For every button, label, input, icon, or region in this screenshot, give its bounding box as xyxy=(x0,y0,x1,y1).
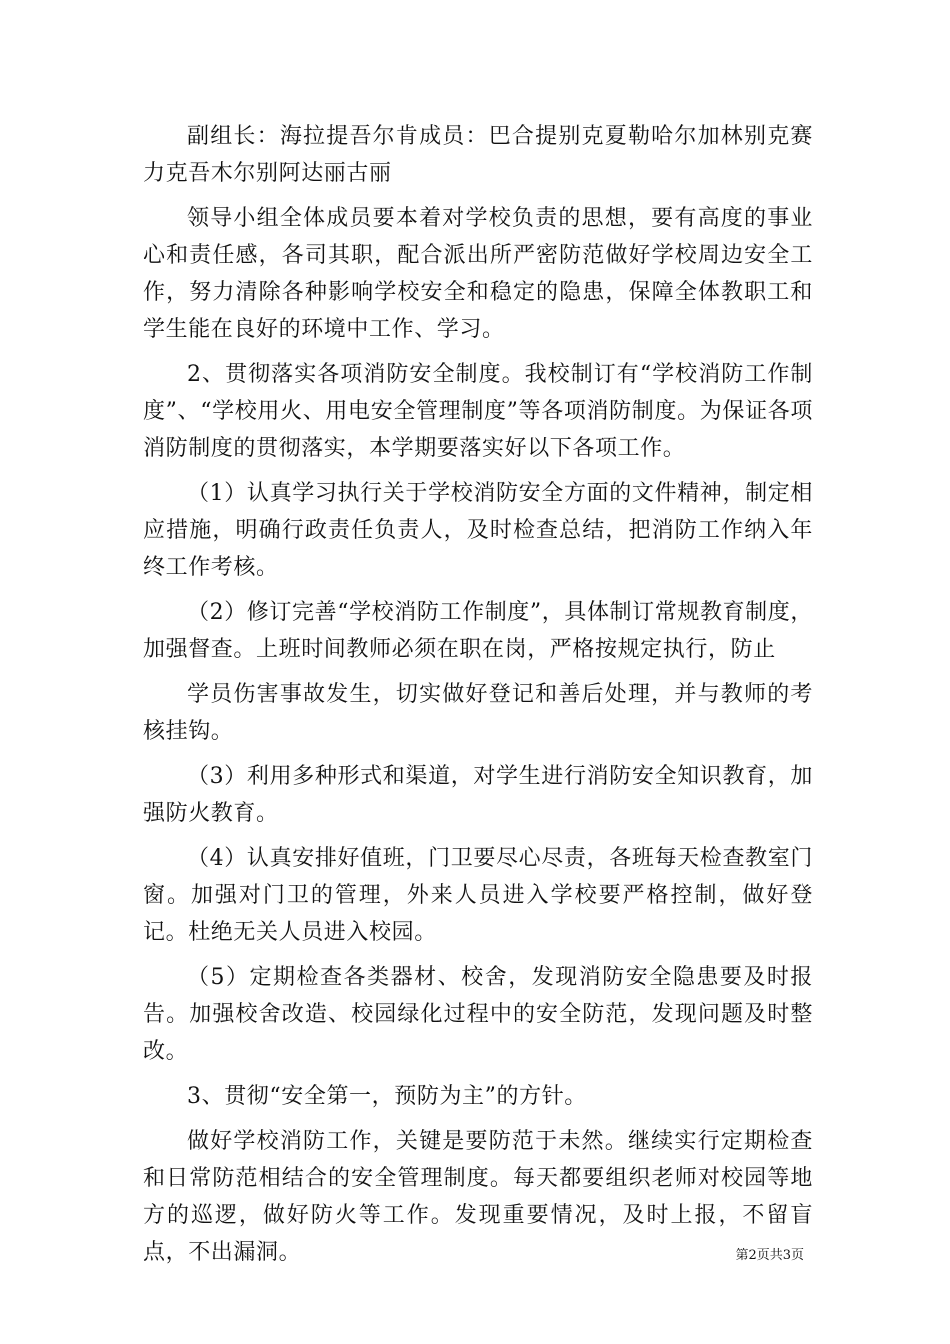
paragraph-prevention: 做好学校消防工作，关键是要防范于未然。继续实行定期检查和日常防范相结合的安全管理制度。每天都要组织老师对校园等地方的巡逻，做好防火等工作。发现重要情况，及时上报，不留盲点，不出漏洞。 xyxy=(143,1129,813,1265)
paragraph-item-4: （4）认真安排好值班，门卫要尽心尽责，各班每天检查教室门窗。加强对门卫的管理，外来人员进入学校要严格控制，做好登记。杜绝无关人员进入校园。 xyxy=(143,846,813,945)
paragraph-item-2-continued: 学员伤害事故发生，切实做好登记和善后处理，并与教师的考核挂钩。 xyxy=(143,682,813,744)
paragraph-item-1: （1）认真学习执行关于学校消防安全方面的文件精神，制定相应措施，明确行政责任负责人，及时检查总结，把消防工作纳入年终工作考核。 xyxy=(143,481,813,580)
paragraph-item-2: （2）修订完善“学校消防工作制度”，具体制订常规教育制度，加强督查。上班时间教师必须在职在岗，严格按规定执行，防止 xyxy=(143,600,813,662)
paragraph-item-5: （5）定期检查各类器材、校舍，发现消防安全隐患要及时报告。加强校舍改造、校园绿化过程中的安全防范，发现问题及时整改。 xyxy=(143,965,813,1064)
page-number-footer: 第2页共3页 xyxy=(735,1248,804,1263)
paragraph-deputy-leader: 副组长：海拉提吾尔肯成员：巴合提别克夏勒哈尔加林别克赛力克吾木尔别阿达丽古丽 xyxy=(143,124,813,186)
paragraph-leadership-duties: 领导小组全体成员要本着对学校负责的思想，要有高度的事业心和责任感，各司其职，配合派出所严密防范做好学校周边安全工作，努力清除各种影响学校安全和稳定的隐患，保障全体教职工和学生能在良好的环境中工作、学习。 xyxy=(143,206,813,342)
paragraph-item-3: （3）利用多种形式和渠道，对学生进行消防安全知识教育，加强防火教育。 xyxy=(143,764,813,826)
paragraph-section-3: 3、贯彻“安全第一，预防为主”的方针。 xyxy=(187,1084,587,1109)
document-body xyxy=(143,118,813,1279)
paragraph-section-2: 2、贯彻落实各项消防安全制度。我校制订有“学校消防工作制度”、“学校用火、用电安全管理制度”等各项消防制度。为保证各项消防制度的贯彻落实，本学期要落实好以下各项工作。 xyxy=(143,362,813,461)
